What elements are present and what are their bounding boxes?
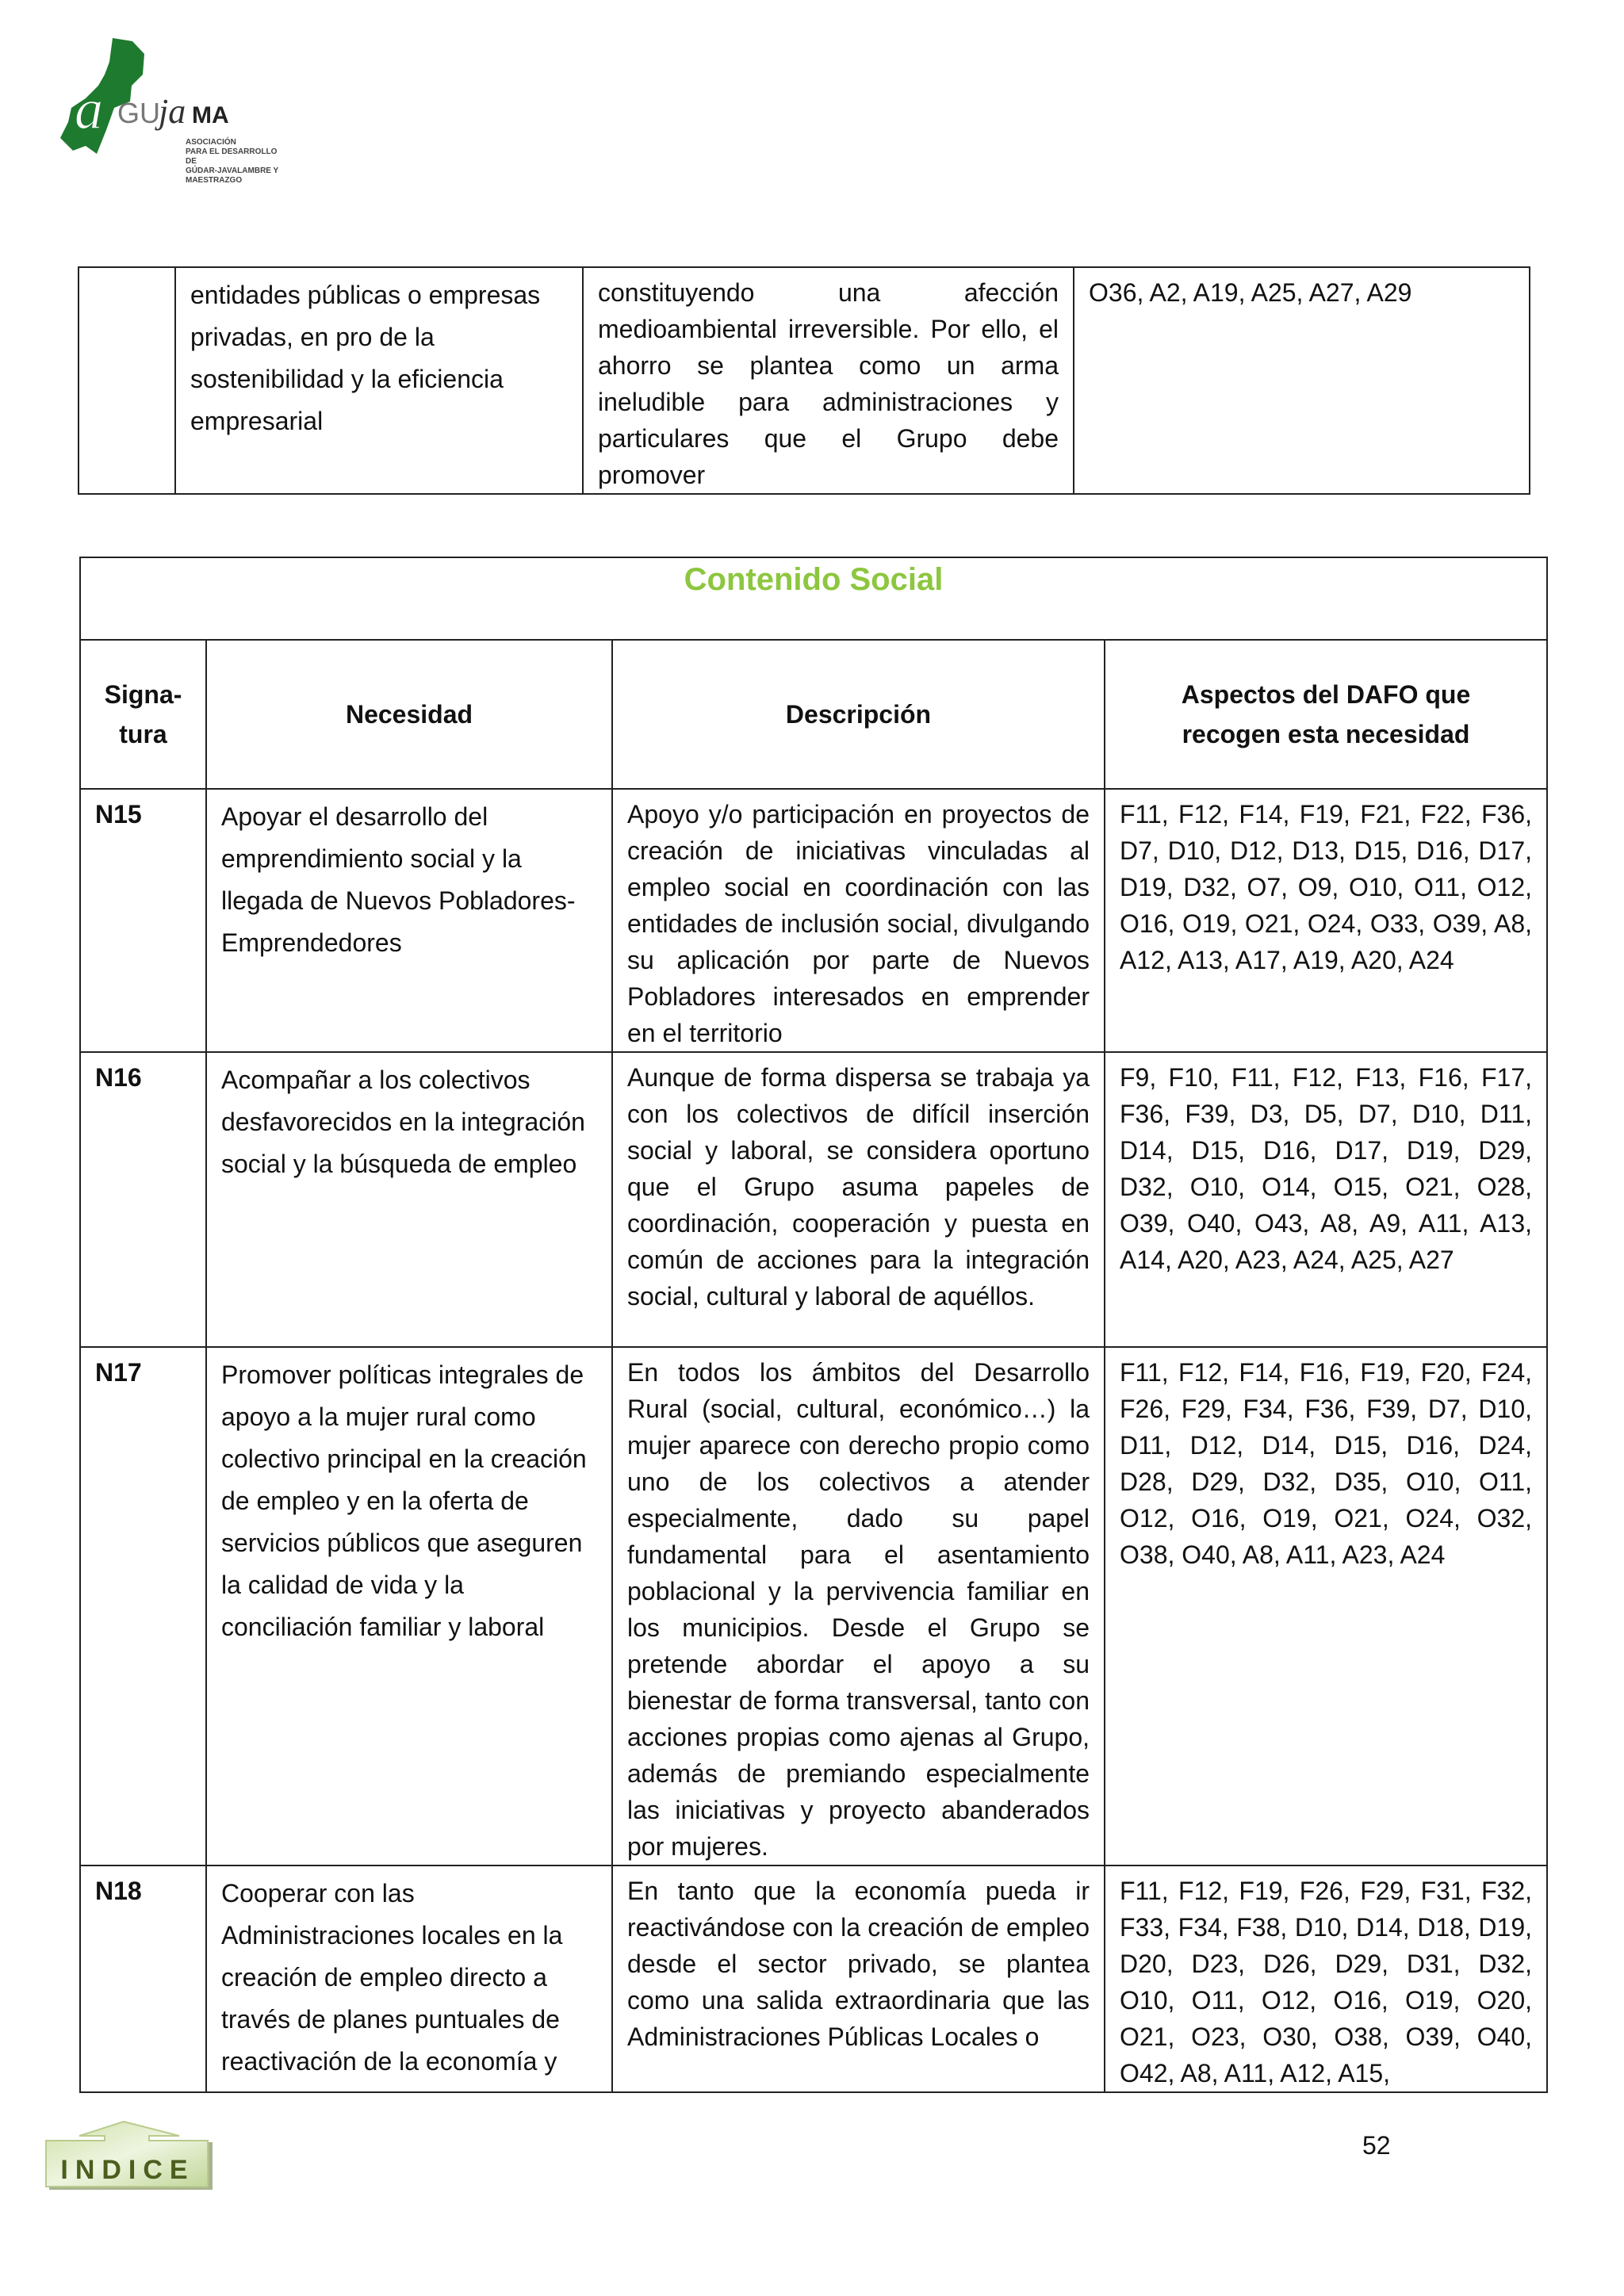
need-cell: Apoyar el desarrollo del emprendimiento social y la llegada de Nuevos Pobladores-Emprendedores [206,789,612,1052]
logo-subtitle: ASOCIACIÓN PARA EL DESARROLLO DE GÚDAR-JAVALAMBRE Y MAESTRAZGO [186,138,279,185]
signature-cell: N17 [80,1347,206,1866]
table-title: Contenido Social [80,557,1547,640]
description-cell: Aunque de forma dispersa se trabaja ya con los colectivos de difícil inserción social y laboral, se considera oportuno que el Grupo asuma papeles de coordinación, cooperación y puesta en común de acciones para la integración social, cultural y laboral de aquéllos. [612,1052,1105,1347]
previous-needs-table [78,266,1530,495]
table-row [80,1866,1547,2092]
need-cell: Acompañar a los colectivos desfavorecidos en la integración social y la búsqueda de empleo [206,1052,612,1347]
signature-cell: N18 [80,1866,206,2092]
table-header-row [80,640,1547,789]
table-row [80,1347,1547,1866]
page-number: 52 [1362,2131,1391,2160]
signature-cell: N15 [80,789,206,1052]
description-cell: Apoyo y/o participación en proyectos de creación de iniciativas vinculadas al empleo social en coordinación con las entidades de inclusión social, divulgando su aplicación por parte de Nuevos Pobladores interesados en emprender en el territorio [612,789,1105,1052]
dafo-cell: F11, F12, F14, F16, F19, F20, F24, F26, F29, F34, F36, F39, D7, D10, D11, D12, D14, D15, D16, D24, D28, D29, D32, D35, O10, O11, O12, O16, O19, O21, O24, O32, O38, O40, A8, A11, A23, A24 [1105,1347,1547,1866]
need-cell: Promover políticas integrales de apoyo a la mujer rural como colectivo principal en la creación de empleo y en la oferta de servicios públicos que aseguren la calidad de vida y la conciliación familiar y laboral [206,1347,612,1866]
index-button-label: INDICE [60,2155,195,2185]
dafo-cell: F11, F12, F14, F19, F21, F22, F36, D7, D10, D12, D13, D15, D16, D17, D19, D32, O7, O9, O10, O11, O12, O16, O19, O21, O24, O33, O39, A8, A12, A13, A17, A19, A20, A24 [1105,789,1547,1052]
need-cell: Cooperar con las Administraciones locales en la creación de empleo directo a través de planes puntuales de reactivación de la economía y [206,1866,612,2092]
header-signature: Signa- tura [80,640,206,789]
description-cell: constituyendo una afección medioambiental irreversible. Por ello, el ahorro se plantea como un arma ineludible para administraciones y particulares que el Grupo debe promover [583,267,1074,494]
svg-text:MA: MA [192,102,229,128]
table-title-row [80,557,1547,640]
header-need: Necesidad [206,640,612,789]
table-row [79,267,1530,494]
header-dafo: Aspectos del DAFO que recogen esta necesidad [1105,640,1547,789]
description-cell: En tanto que la economía pueda ir reactivándose con la creación de empleo desde el sector privado, se plantea como una salida extraordinaria que las Administraciones Públicas Locales o [612,1866,1105,2092]
svg-text:a: a [75,78,103,141]
table-row [80,1052,1547,1347]
organization-logo [57,35,287,185]
signature-cell [79,267,175,494]
index-button[interactable] [44,2118,214,2198]
dafo-cell: O36, A2, A19, A25, A27, A29 [1074,267,1530,494]
dafo-cell: F11, F12, F19, F26, F29, F31, F32, F33, F34, F38, D10, D14, D18, D19, D20, D23, D26, D29, D31, D32, O10, O11, O12, O16, O19, O20, O21, O23, O30, O38, O39, O40, O42, A8, A11, A12, A15, [1105,1866,1547,2092]
description-cell: En todos los ámbitos del Desarrollo Rural (social, cultural, económico…) la mujer aparece con derecho propio como uno de los colectivos a atender especialmente, dado su papel fundamental para el asentamiento poblacional y la pervivencia familiar en los municipios. Desde el Grupo se pretende abordar el apoyo a su bienestar de forma transversal, tanto con acciones propias como ajenas al Grupo, además de premiando especialmente las iniciativas y proyecto abanderados por mujeres. [612,1347,1105,1866]
need-cell: entidades públicas o empresas privadas, en pro de la sostenibilidad y la eficiencia empresarial [175,267,583,494]
svg-text:GU: GU [117,97,160,129]
dafo-cell: F9, F10, F11, F12, F13, F16, F17, F36, F39, D3, D5, D7, D10, D11, D14, D15, D16, D17, D19, D29, D32, O10, O14, O15, O21, O28, O39, O40, O43, A8, A9, A11, A13, A14, A20, A23, A24, A25, A27 [1105,1052,1547,1347]
social-content-table [79,557,1548,2093]
table-row [80,789,1547,1052]
header-description: Descripción [612,640,1105,789]
signature-cell: N16 [80,1052,206,1347]
svg-text:ja: ja [159,92,186,131]
